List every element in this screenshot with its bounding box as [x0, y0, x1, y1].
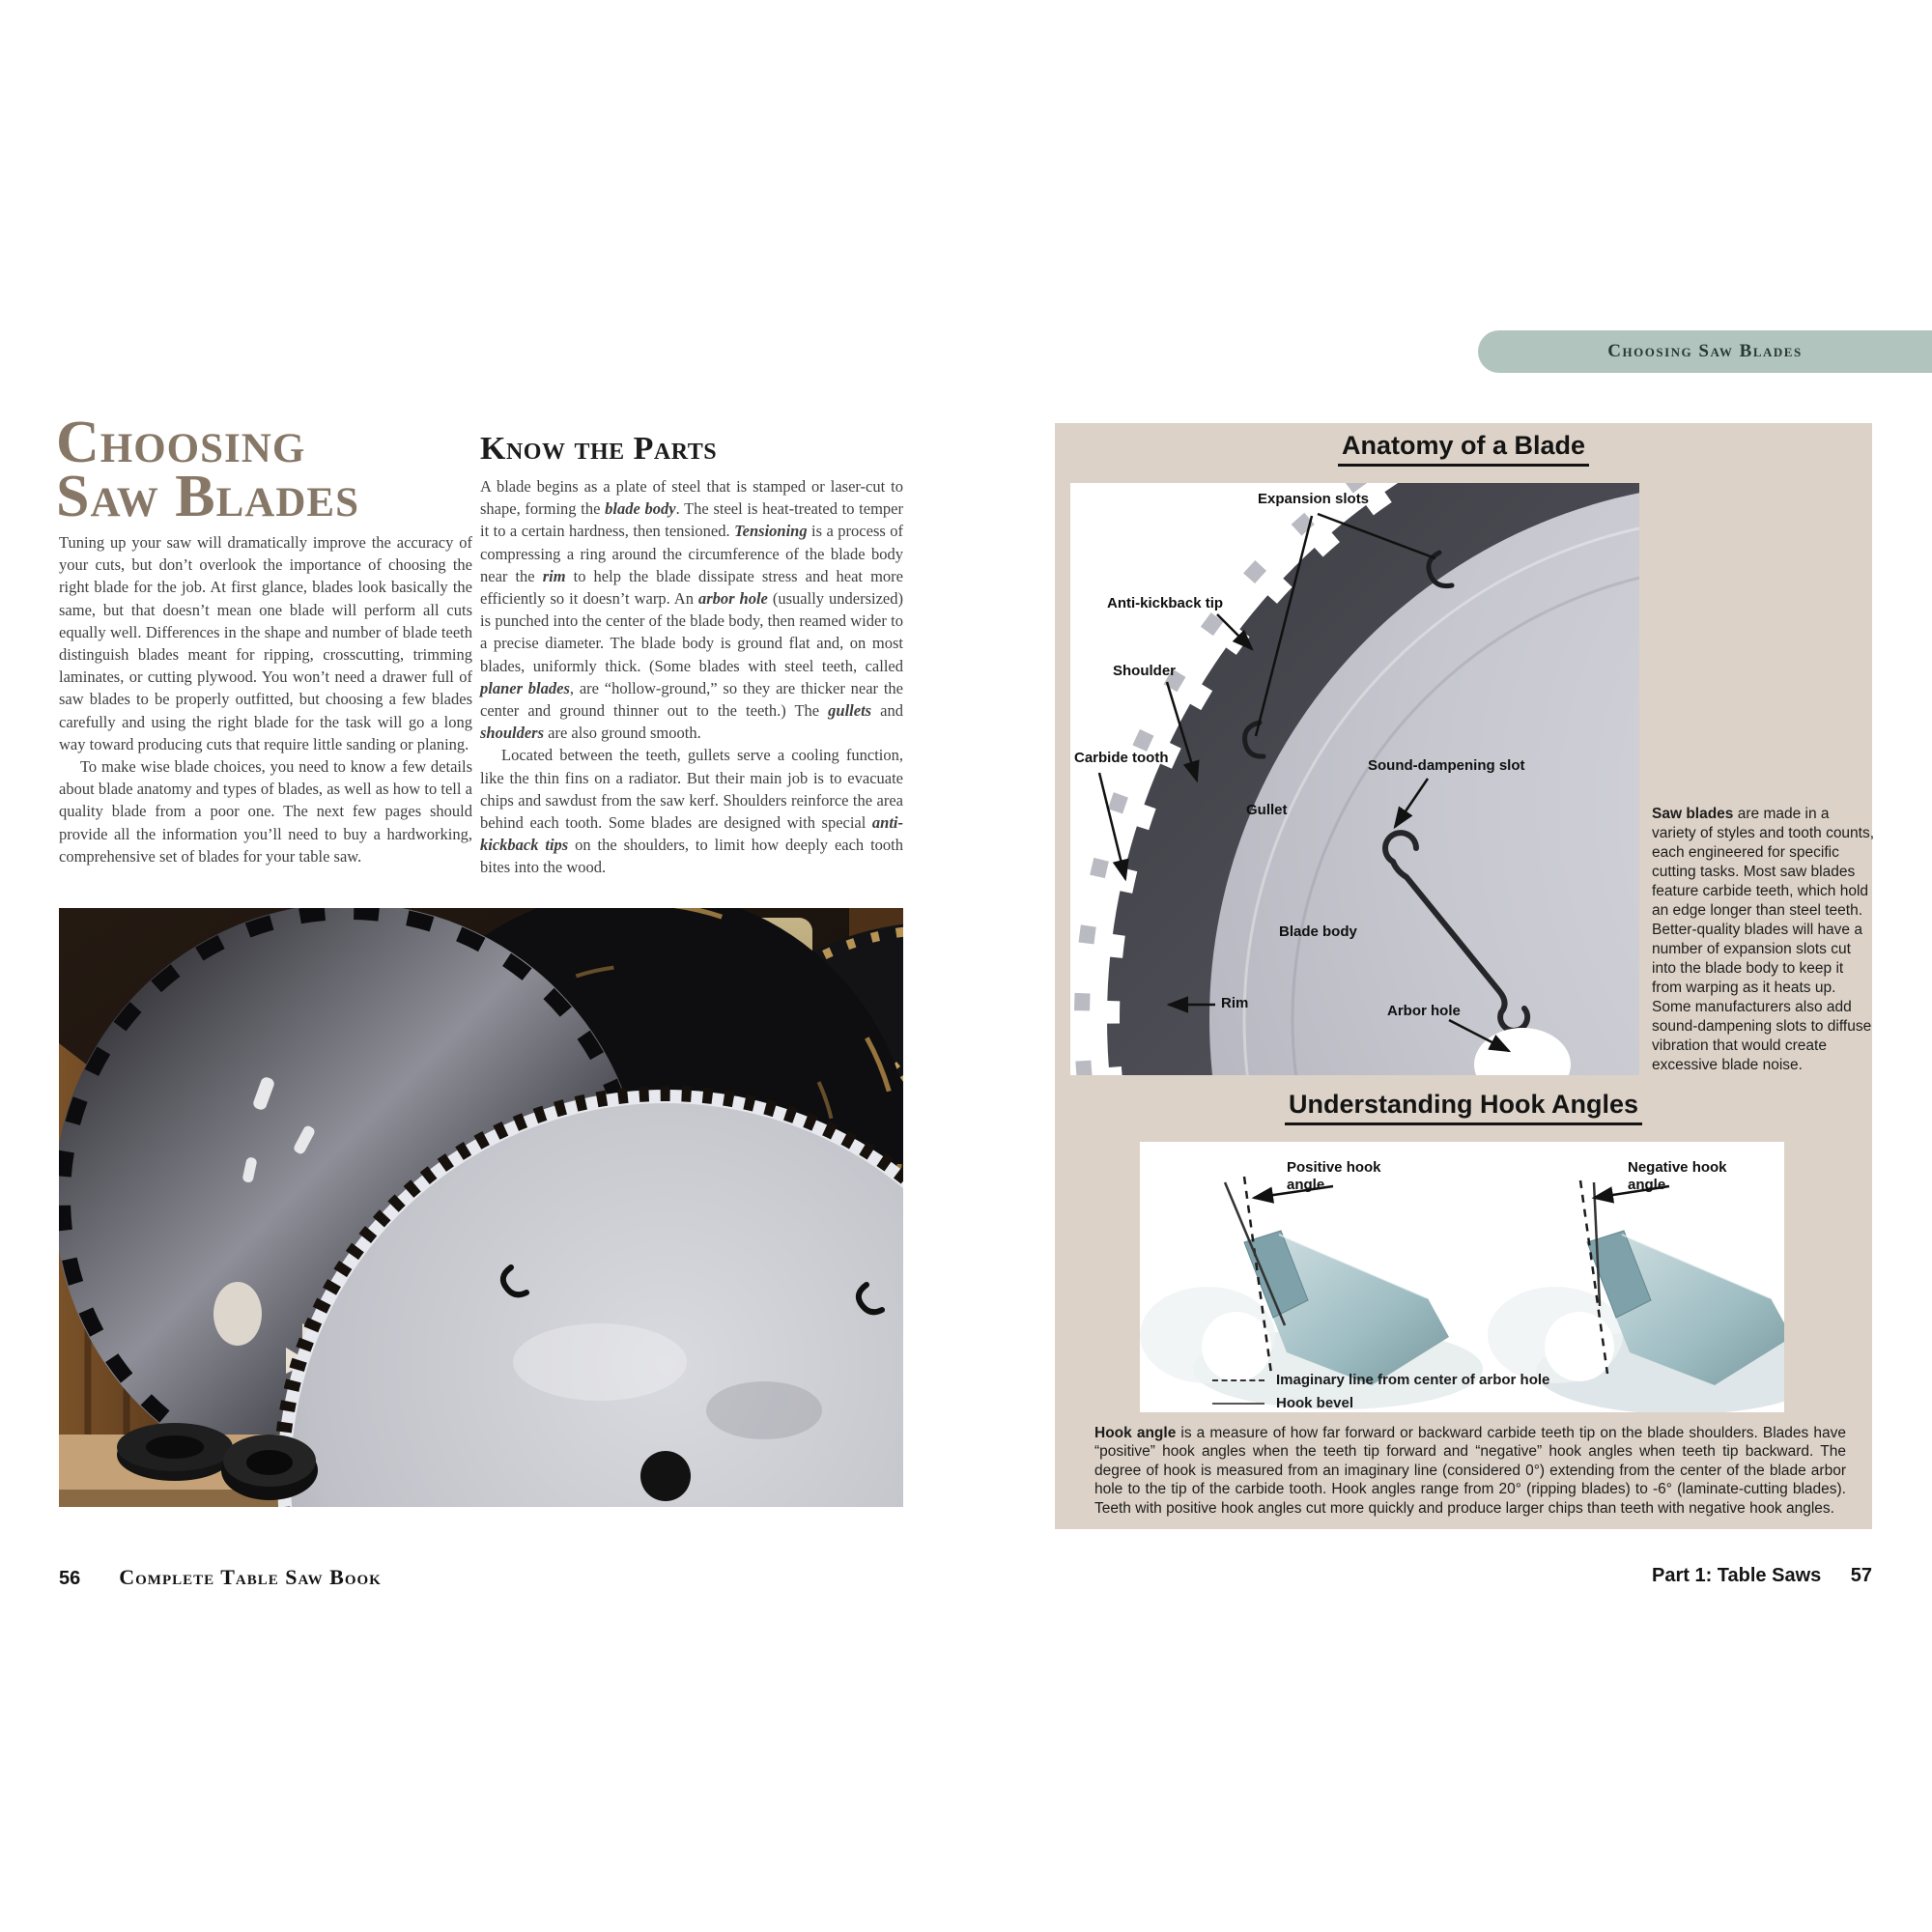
label-expansion-slots: Expansion slots — [1258, 491, 1370, 507]
label-negative-hook-angle: Negative hook angle — [1628, 1159, 1727, 1193]
section-heading-know-the-parts: Know the Parts — [480, 431, 718, 467]
running-head-text: Choosing Saw Blades — [1607, 341, 1803, 361]
hook-angle-caption: Hook angle is a measure of how far forward or backward carbide teeth tip on the blade shoulders. Blades have “positive” hook angles when the teeth tip forward and “negative” hook angles when teeth tip backward. The degree of hook is measured from an imaginary line (considered 0°) extending from the center of the blade arbor hole to the tip of the carbide tooth. Hook angles range from 20° (ripping blades) to -6° (laminate-cutting blades). Teeth with positive hook angles cut more quickly and produce larger chips than teeth with negative hook angles. — [1094, 1425, 1846, 1517]
page-title — [56, 410, 360, 529]
book-title: Complete Table Saw Book — [119, 1565, 382, 1589]
solid-line-sample — [1212, 1403, 1264, 1405]
label-carbide-tooth: Carbide tooth — [1074, 750, 1169, 766]
label-positive-hook-angle: Positive hook angle — [1287, 1159, 1381, 1193]
page-number-57: 57 — [1850, 1565, 1872, 1586]
label-rim: Rim — [1221, 995, 1249, 1011]
anatomy-blade-photo — [1070, 483, 1639, 1075]
label-sound-dampening-slot: Sound-dampening slot — [1368, 757, 1525, 774]
dashed-line-sample — [1212, 1379, 1264, 1381]
legend-hook-bevel — [1212, 1395, 1353, 1411]
hook-angle-diagram — [1140, 1142, 1784, 1412]
saw-blades-photo-illustration — [59, 908, 903, 1507]
label-blade-body: Blade body — [1279, 923, 1357, 940]
label-arbor-hole: Arbor hole — [1387, 1003, 1461, 1019]
anatomy-caption: Saw blades are made in a variety of styles and tooth counts, each engineered for specific cutting tasks. Most saw blades feature carbide teeth, which hold an edge longer than steel teeth. Better-quality blades will have a number of expansion slots cut into the blade body to keep it from warping as it heats up. Some manufacturers also add sound-dampening slots to diffuse vibration that would create excessive blade noise. — [1652, 806, 1875, 1073]
label-shoulder: Shoulder — [1113, 663, 1177, 679]
page-number-56: 56 — [59, 1568, 81, 1589]
left-footer — [59, 1565, 382, 1590]
anatomy-heading: Anatomy of a Blade — [1055, 431, 1872, 467]
legend-imaginary-line — [1212, 1372, 1549, 1388]
part-title: Part 1: Table Saws — [1652, 1565, 1822, 1586]
legend-imaginary-line-text: Imaginary line from center of arbor hole — [1276, 1372, 1550, 1388]
anatomy-panel — [1055, 423, 1875, 1529]
right-footer — [1652, 1565, 1872, 1587]
know-the-parts-text: A blade begins as a plate of steel that is stamped or laser-cut to shape, forming the blade body. The steel is heat-treated to temper it to a certain hardness, then tensioned. Tensioning is a process of compressing a ring around the circumference of the blade body near the rim to help the blade dissipate stress and heat more efficiently so it doesn’t warp. An arbor hole (usually undersized) is punched into the center of the blade body, then reamed wider to a precise diameter. The blade body is ground flat and, on most blades, uniformly thick. (Some blades with steel teeth, called planer blades, are “hollow-ground,” so they are thicker near the center and ground thinner out to the teeth.) The gullets and shoulders are also ground smooth. Located between the teeth, gullets serve a cooling function, like the thin fins on a radiator. But their main job is to evacuate chips and sawdust from the saw kerf. Shoulders reinforce the area behind each tooth. Some blades are designed with special anti-kickback tips on the shoulders, to limit how deeply each tooth bites into the wood. — [480, 477, 903, 877]
running-head-tab — [1478, 330, 1932, 373]
hook-angles-heading: Understanding Hook Angles — [1055, 1090, 1872, 1125]
intro-text: Tuning up your saw will dramatically improve the accuracy of your cuts, but don’t overlook the importance of choosing the right blade for the job. At first glance, blades look basically the same, but that doesn’t mean one blade will perform all cuts equally well. Differences in the shape and number of blade teeth distinguish blades meant for ripping, crosscutting, trimming laminates, or cutting plywood. You won’t need a drawer full of saw blades to be properly outfitted, but choosing a few blades carefully and using the right blade for the task will go a long way toward producing cuts that require little sanding or planing. To make wise blade choices, you need to know a few details about blade anatomy and types of blades, as well as how to tell a quality blade from a poor one. The next few pages should provide all the information you’ll need to buy a hardworking, comprehensive set of blades for your table saw. — [59, 533, 472, 866]
label-anti-kickback-tip: Anti-kickback tip — [1107, 595, 1224, 611]
label-gullet: Gullet — [1246, 802, 1288, 818]
blade-anatomy-illustration — [1070, 483, 1639, 1075]
page-title-line-2: Saw Blades — [56, 464, 360, 529]
legend-hook-bevel-text: Hook bevel — [1276, 1395, 1354, 1411]
page-title-line-1: Choosing — [56, 410, 306, 475]
saw-blades-photo — [59, 908, 903, 1507]
